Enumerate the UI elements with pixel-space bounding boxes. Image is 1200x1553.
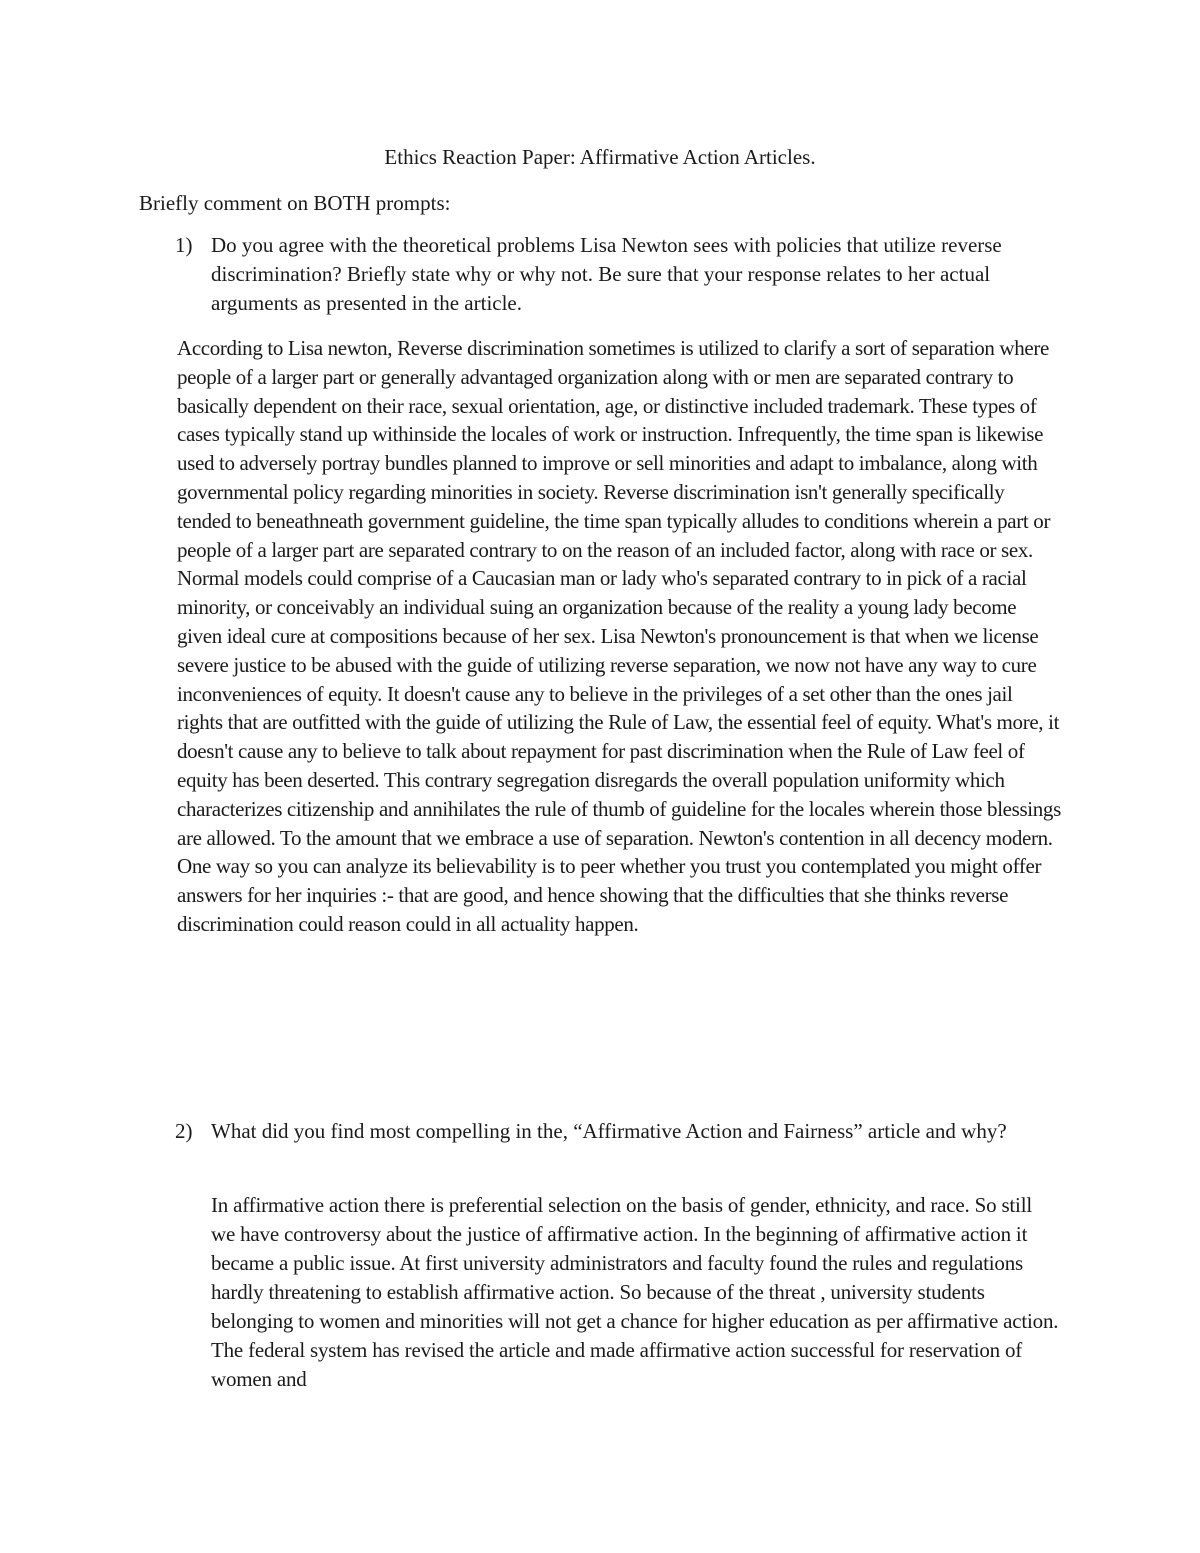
question-number: 2) <box>175 1119 193 1143</box>
instructions-text: Briefly comment on BOTH prompts: <box>139 191 451 215</box>
question-prompt: What did you find most compelling in the, “Affirmative Action and Fairness” article and why? <box>211 1119 1007 1143</box>
question-2 <box>175 1117 1055 1146</box>
answer-2-paragraph: In affirmative action there is preferential selection on the basis of gender, ethnicity, and race. So still we have controversy about the justice of affirmative action. In the beginning of affirmative action it became a public issue. At first university administrators and faculty found the rules and regulations hardly threatening to establish affirmative action. So because of the threat , university students belonging to women and minorities will not get a chance for higher education as per affirmative action. The federal system has revised the article and made affirmative action successful for reservation of women and <box>211 1193 1059 1391</box>
answer-1-paragraph: According to Lisa newton, Reverse discrimination sometimes is utilized to clarify a sort of separation where people of a larger part or generally advantaged organization along with or men are separated contrary to basically dependent on their race, sexual orientation, age, or distinctive included trademark. These types of cases typically stand up withinside the locales of work or instruction. Infrequently, the time span is likewise used to adversely portray bundles planned to improve or sell minorities and adapt to imbalance, along with governmental policy regarding minorities in society. Reverse discrimination isn't generally specifically tended to beneathneath government guideline, the time span typically alludes to conditions wherein a part or people of a larger part are separated contrary to on the reason of an included factor, along with race or sex. Normal models could comprise of a Caucasian man or lady who's separated contrary to in pick of a racial minority, or conceivably an individual suing an organization because of the reality a young lady become given ideal cure at compositions because of her sex. Lisa Newton's pronouncement is that when we license severe justice to be abused with the guide of utilizing reverse separation, we now not have any way to cure inconveniences of equity. It doesn't cause any to believe in the privileges of a set other than the ones jail rights that are outfitted with the guide of utilizing the Rule of Law, the essential feel of equity. What's more, it doesn't cause any to believe to talk about repayment for past discrimination when the Rule of Law feel of equity has been deserted. This contrary segregation disregards the overall population uniformity which characterizes citizenship and annihilates the rule of thumb of guideline for the locales wherein those blessings are allowed. To the amount that we embrace a use of separation. Newton's contention in all decency modern. One way so you can analyze its believability is to peer whether you trust you contemplated you might offer answers for her inquiries :- that are good, and hence showing that the difficulties that she thinks reverse discrimination could reason could in all actuality happen. <box>177 336 1061 936</box>
question-number: 1) <box>175 233 193 257</box>
document-title: Ethics Reaction Paper: Affirmative Action Articles. <box>384 145 816 169</box>
question-1 <box>175 231 1055 318</box>
question-prompt: Do you agree with the theoretical problems Lisa Newton sees with policies that utilize reverse discrimination? Briefly state why or why not. Be sure that your response relates to her actual arguments as presented in the article. <box>211 233 1002 315</box>
